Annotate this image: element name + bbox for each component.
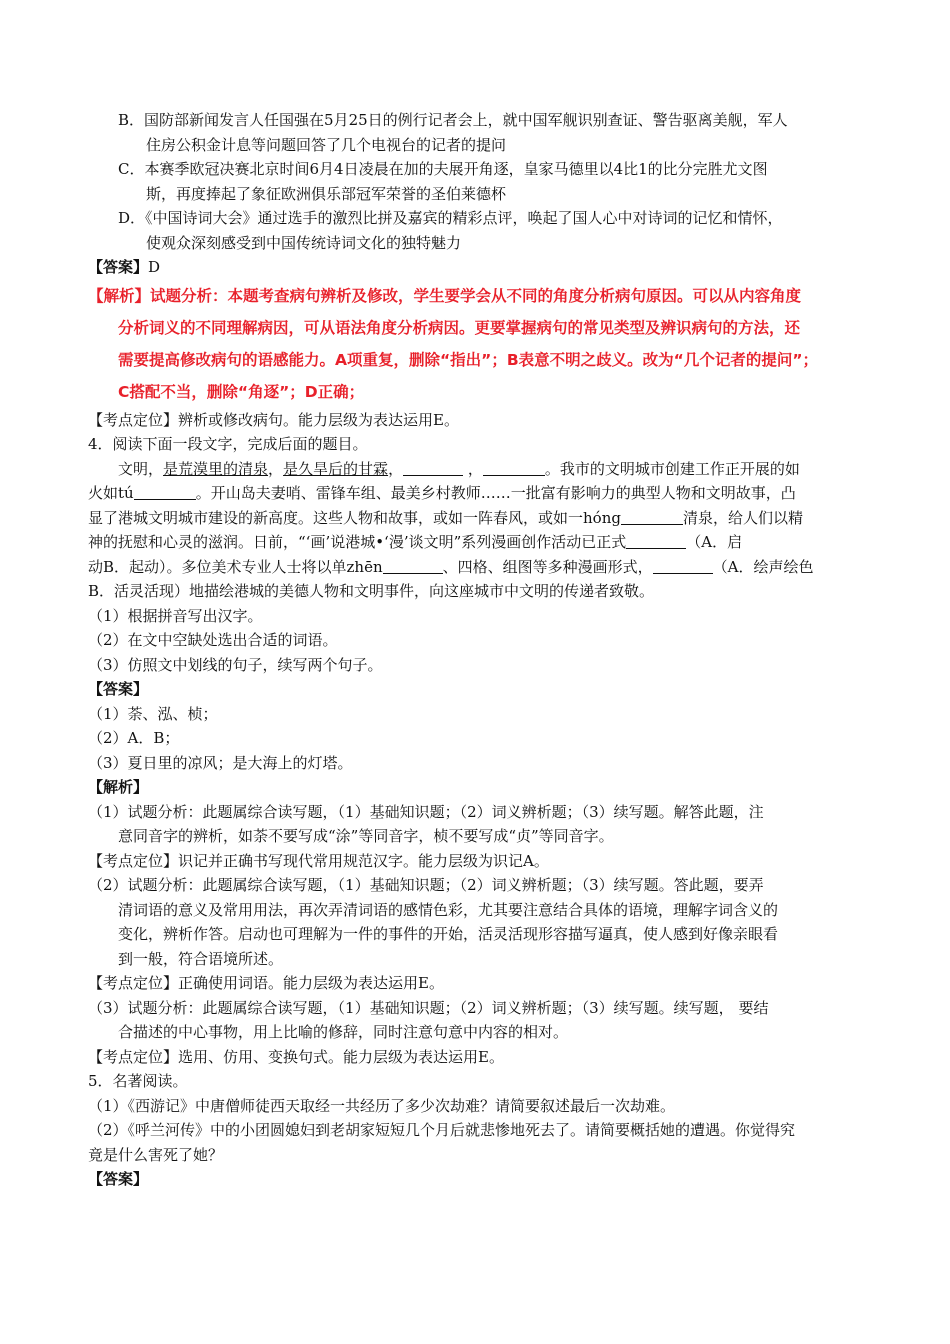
q4-analysis-2-line2: 清词语的意义及常用用法，再次弄清词语的感情色彩，尤其要注意结合具体的语境，理解字词含义的 (118, 900, 779, 919)
q5-sub-1: （1）《西游记》中唐僧师徒西天取经一共经历了多少次劫难？请简要叙述最后一次劫难。 (88, 1096, 676, 1115)
underlined-sentence-2: 是久旱后的甘霖 (283, 459, 389, 478)
blank-qidong (626, 533, 686, 549)
q3-option-c: C．本赛季欧冠决赛北京时间6月4日凌晨在加的夫展开角逐，皇家马德里以4比1的比分完胜尤文图 斯，再度捧起了象征欧洲俱乐部冠军荣誉的圣伯莱德杯 (118, 160, 768, 203)
q4-point-2: 【考点定位】正确使用词语。能力层级为表达运用E。 (88, 974, 444, 992)
q4-analysis-1-line1: （1）试题分析：此题属综合读写题，（1）基础知识题；（2）词义辨析题；（3）续写题。解答此题，注 (88, 802, 764, 821)
q4-point-1: 【考点定位】识记并正确书写现代常用规范汉字。能力层级为识记A。 (88, 851, 549, 870)
q4-analysis-3-line1: （3）试题分析：此题属综合读写题，（1）基础知识题；（2）词义辨析题；（3）续写题。续写题， 要结 (88, 998, 769, 1017)
q3-option-b: B．国防部新闻发言人任国强在5月25日的例行记者会上，就中国军舰识别查证、警告驱离美舰，军人 住房公积金计息等问题回答了几个电视台的记者的提问 (118, 111, 788, 154)
q4-answer-1: （1）荼、泓、桢； (88, 704, 218, 723)
document-page (88, 108, 868, 1192)
q4-stem: 4．阅读下面一段文字，完成后面的题目。 (88, 435, 368, 453)
q4-analysis-label: 【解析】 (88, 778, 149, 796)
q4-sub-3: （3）仿照文中划线的句子，续写两个句子。 (88, 655, 383, 674)
q4-answer-3: （3）夏日里的凉风；是大海上的灯塔。 (88, 753, 353, 772)
q4-analysis-1-line2: 意同音字的辨析，如荼不要写成“涂”等同音字，桢不要写成“贞”等同音字。 (118, 827, 614, 845)
q5-sub-2-line1: （2）《呼兰河传》中的小团圆媳妇到老胡家短短几个月后就悲惨地死去了。请简要概括她的遭遇。你觉得究 (88, 1121, 796, 1139)
q3-analysis: 【解析】试题分析：本题考查病句辨析及修改，学生要学会从不同的角度分析病句原因。可以从内容角度 分析词义的不同理解病因，可从语法角度分析病因。更要掌握病句的常见类型及辨识病句的方法，还 需要提高修改病句的语感能力。A项重复，删除“指出”；B表意不明之歧义。改为“几个记者的提问”； C搭配不当，删除“角逐”；D正确； (88, 286, 819, 401)
q3-option-d: D．《中国诗词大会》通过选手的激烈比拼及嘉宾的精彩点评，唤起了国人心中对诗词的记忆和情怀， 使观众深刻感受到中国传统诗词文化的独特魅力 (118, 209, 783, 252)
underlined-sentence-1: 是荒漠里的清泉 (163, 459, 269, 478)
q5-sub-2-line2: 竟是什么害死了她？ (88, 1145, 224, 1164)
blank-tu (134, 484, 196, 500)
q4-answer-label: 【答案】 (88, 680, 149, 698)
q5-answer-label: 【答案】 (88, 1170, 149, 1188)
q4-passage: 文明，是荒漠里的清泉，是久旱后的甘霖， ， 。我市的文明城市创建工作正开展的如 火如tú 。开山岛夫妻哨、雷锋车组、最美乡村教师……一批富有影响力的典型人物和文明故事，凸 显了港城文明城市建设的新高度。这些人物和故事，或如一阵春风，或如一hóng 清泉，给人们以精 神的抚慰和心灵的滋润。日前，“‘画’说港城•‘漫’谈文明”系列漫画创作活动已正式 （A．启 动B．起动）。多位美术专业人士将以单zhēn 、四格、组图等多种漫画形式， （A．绘声绘色 B．活灵活现）地描绘港城的美德人物和文明事件，向这座城市中文明的传递者致敬。 (88, 459, 814, 600)
q4-answer-2: （2）A．B； (88, 729, 180, 747)
q3-point: 【考点定位】辨析或修改病句。能力层级为表达运用E。 (88, 410, 459, 429)
blank-hong (621, 509, 683, 525)
q4-sub-2: （2）在文中空缺处选出合适的词语。 (88, 631, 338, 649)
blank-2 (483, 460, 545, 476)
q3-answer: 【答案】D (88, 258, 161, 276)
blank-huoling (653, 558, 713, 574)
q4-analysis-2-line1: （2）试题分析：此题属综合读写题，（1）基础知识题；（2）词义辨析题；（3）续写题。答此题，要弄 (88, 876, 764, 894)
q4-analysis-2-line3: 变化，辨析作答。启动也可理解为一件的事件的开始，活灵活现形容描写逼真，使人感到好像亲眼看 (118, 925, 779, 943)
blank-zhen (383, 558, 443, 574)
q4-analysis-3-line2: 合描述的中心事物，用上比喻的修辞，同时注意句意中内容的相对。 (118, 1023, 569, 1041)
q5-stem: 5．名著阅读。 (88, 1072, 188, 1090)
blank-1 (403, 460, 463, 476)
q4-sub-1: （1）根据拼音写出汉字。 (88, 606, 263, 625)
q4-point-3: 【考点定位】选用、仿用、变换句式。能力层级为表达运用E。 (88, 1047, 504, 1066)
q4-analysis-2-line4: 到一般，符合语境所述。 (118, 949, 284, 968)
